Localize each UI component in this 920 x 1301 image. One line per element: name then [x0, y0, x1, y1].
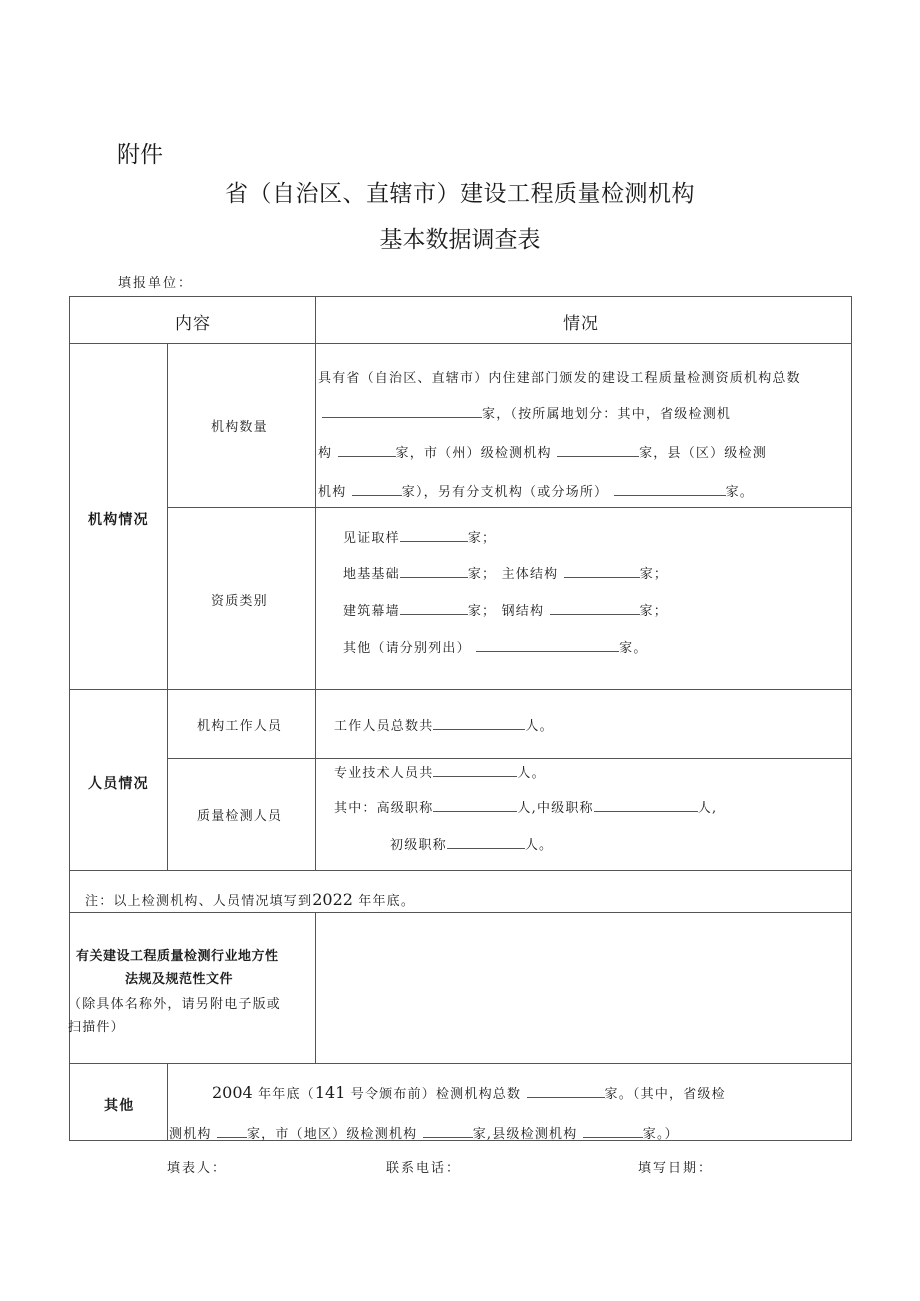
- pre-2004-city-field[interactable]: [423, 1125, 473, 1138]
- inspectors-line3: 初级职称 人。: [390, 838, 554, 853]
- laws-label-line4: 扫描件）: [68, 1020, 125, 1035]
- qualification-line3: 建筑幕墙 家； 钢结构 家；: [343, 604, 668, 619]
- column-header-status: 情况: [563, 314, 599, 334]
- filler-label: 填表人：: [167, 1161, 228, 1176]
- table-border-top: [69, 296, 852, 297]
- org-count-line1: 具有省（自治区、直辖市）内住建部门颁发的建设工程质量检测资质机构总数: [318, 371, 801, 386]
- col-divider: [315, 912, 316, 1063]
- section-label-staff: 人员情况: [88, 776, 149, 792]
- foundation-field[interactable]: [400, 565, 468, 578]
- branch-org-field[interactable]: [614, 483, 726, 496]
- qualification-line2: 地基基础 家； 主体结构 家；: [343, 567, 669, 582]
- inspectors-line1: 专业技术人员共 人。: [334, 766, 546, 781]
- page-title: 省（自治区、直辖市）建设工程质量检测机构: [225, 181, 695, 207]
- header-divider: [69, 343, 852, 344]
- org-count-line2: 家，（按所属地划分：其中，省级检测机: [322, 403, 731, 422]
- main-structure-field[interactable]: [564, 565, 640, 578]
- row-divider: [167, 507, 852, 508]
- row-divider: [69, 1063, 852, 1064]
- laws-value-cell[interactable]: [317, 914, 850, 1062]
- technical-staff-field[interactable]: [433, 764, 517, 777]
- section-label-other: 其他: [104, 1098, 135, 1114]
- pre-2004-total-field[interactable]: [527, 1085, 605, 1098]
- workers-line: 工作人员总数共 人。: [334, 719, 554, 734]
- row-divider: [167, 758, 852, 759]
- qualification-line4: 其他（请分别列出） 家。: [343, 641, 648, 656]
- total-workers-field[interactable]: [433, 717, 525, 730]
- row-divider: [69, 912, 852, 913]
- other-line2: 测机构 家，市（地区）级检测机构 家,县级检测机构 家。）: [169, 1127, 679, 1142]
- other-qualification-field[interactable]: [476, 639, 619, 652]
- laws-label-line2: 法规及规范性文件: [125, 972, 234, 987]
- other-line1: 2004 年年底（141 号令颁布前）检测机构总数 家。（其中，省级检: [212, 1083, 726, 1102]
- county-org-field[interactable]: [352, 483, 402, 496]
- inspectors-line2: 其中：高级职称 人,中级职称 人,: [334, 801, 718, 816]
- column-header-content: 内容: [175, 314, 211, 334]
- org-count-line3: 构 家，市（州）级检测机构 家，县（区）级检测: [318, 446, 767, 461]
- org-total-field[interactable]: [322, 405, 482, 418]
- row-divider: [69, 870, 852, 871]
- pre-2004-provincial-field[interactable]: [217, 1125, 247, 1138]
- date-label: 填写日期：: [638, 1161, 714, 1176]
- attachment-label: 附件: [117, 142, 163, 168]
- row-label-org-count: 机构数量: [211, 420, 268, 435]
- section-label-org: 机构情况: [88, 512, 149, 528]
- org-count-line4: 机构 家），另有分支机构（或分场所） 家。: [318, 485, 755, 500]
- phone-label: 联系电话：: [386, 1161, 462, 1176]
- page-subtitle: 基本数据调查表: [379, 227, 541, 253]
- junior-title-field[interactable]: [447, 836, 525, 849]
- col-divider: [167, 343, 168, 870]
- note-text: 注：以上检测机构、人员情况填写到2022 年年底。: [85, 890, 416, 909]
- table-border-right: [851, 296, 852, 1141]
- table-border-left: [69, 296, 70, 1141]
- pre-2004-county-field[interactable]: [583, 1125, 643, 1138]
- row-label-qualification: 资质类别: [211, 594, 268, 609]
- fill-unit-label: 填报单位：: [118, 276, 194, 291]
- steel-structure-field[interactable]: [550, 602, 640, 615]
- laws-label-line3: （除具体名称外，请另附电子版或: [68, 997, 282, 1012]
- curtain-wall-field[interactable]: [400, 602, 468, 615]
- row-label-inspectors: 质量检测人员: [197, 809, 283, 824]
- col-divider: [167, 1063, 168, 1140]
- senior-title-field[interactable]: [433, 799, 517, 812]
- col-divider: [315, 296, 316, 870]
- city-org-field[interactable]: [557, 444, 639, 457]
- row-label-workers: 机构工作人员: [197, 719, 283, 734]
- mid-title-field[interactable]: [594, 799, 698, 812]
- row-divider: [69, 689, 852, 690]
- provincial-org-field[interactable]: [338, 444, 396, 457]
- witness-sampling-field[interactable]: [400, 529, 468, 542]
- laws-label-line1: 有关建设工程质量检测行业地方性: [76, 949, 279, 964]
- qualification-line1: 见证取样 家；: [343, 531, 497, 546]
